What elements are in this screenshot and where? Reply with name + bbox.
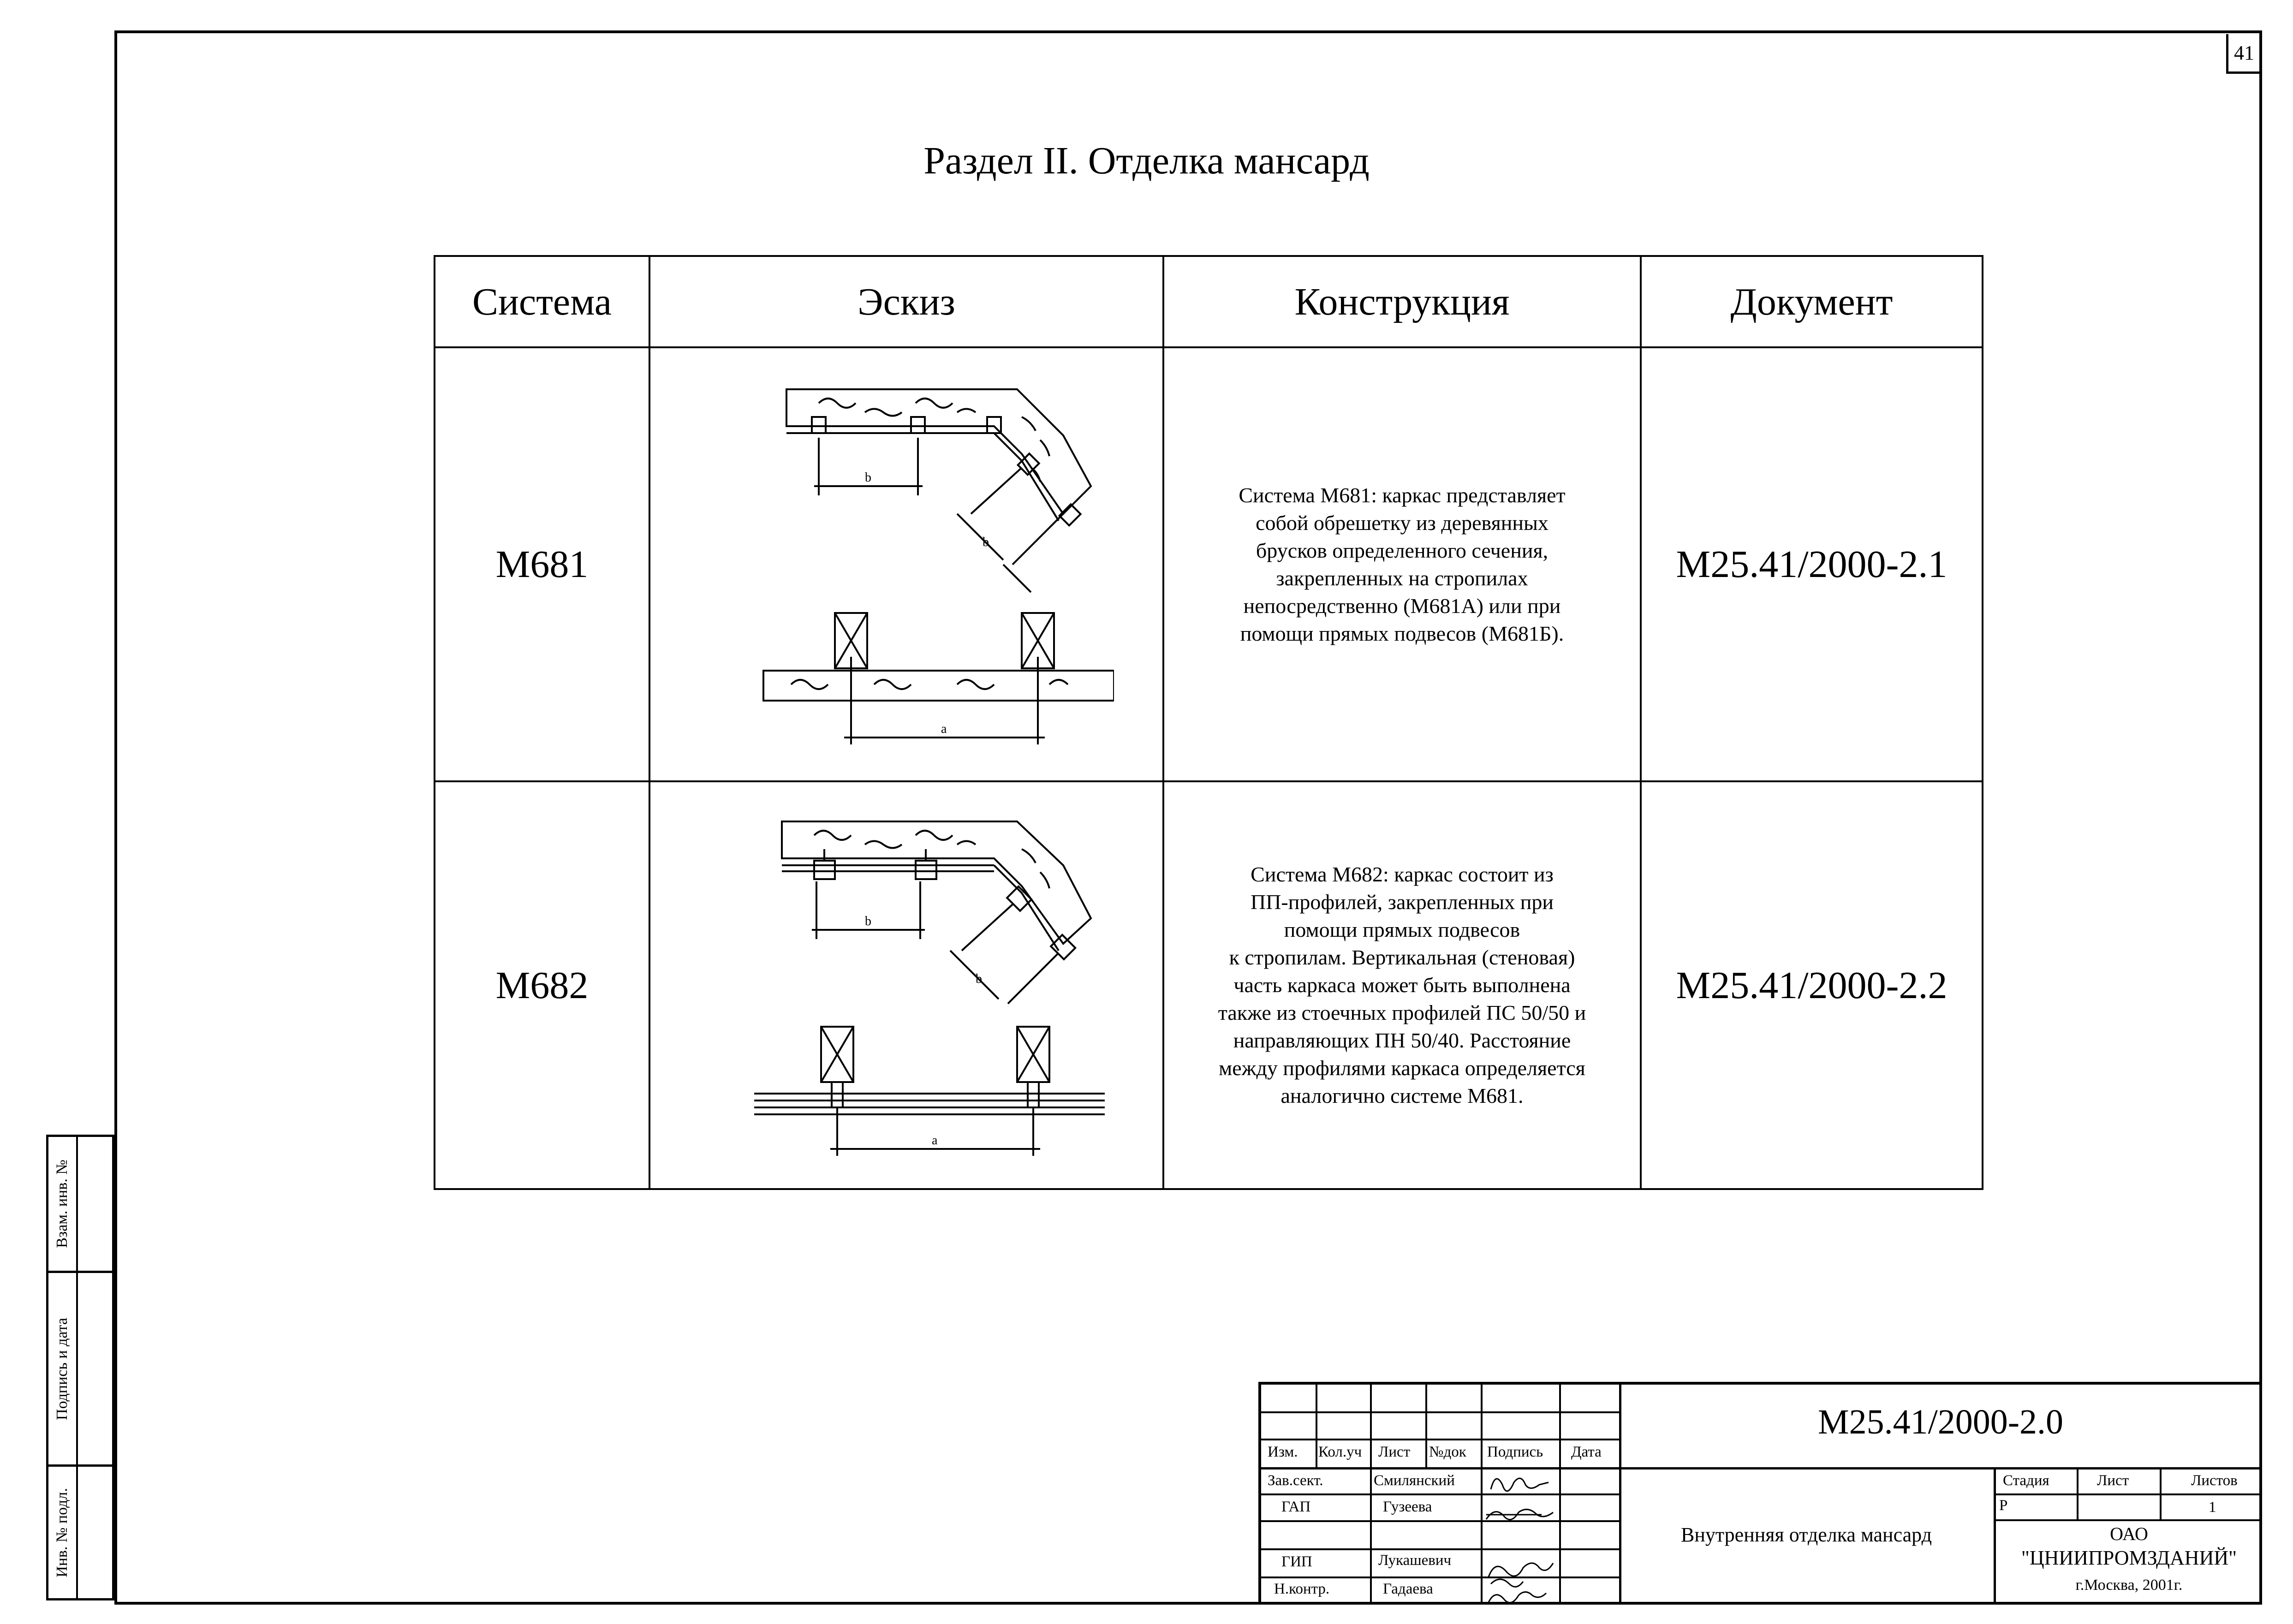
description-line: направляющих ПН 50/40. Расстояние bbox=[1233, 1029, 1571, 1052]
sketch-m682 bbox=[649, 781, 1163, 1189]
description-line: между профилями каркаса определяется bbox=[1219, 1056, 1585, 1080]
tb-line bbox=[1261, 1411, 1619, 1413]
document-name: Внутренняя отделка мансард bbox=[1681, 1523, 1932, 1546]
side-stamp-label: Взам. инв. № bbox=[54, 1160, 71, 1248]
tb-role: Зав.сект. bbox=[1268, 1472, 1323, 1489]
description-line: закрепленных на стропилах bbox=[1276, 566, 1528, 590]
sketch-m681 bbox=[649, 347, 1163, 781]
document-code: М25.41/2000-2.1 bbox=[1641, 347, 1983, 781]
dim-label-b-slope: b bbox=[983, 535, 989, 549]
org-line: ОАО bbox=[2110, 1523, 2148, 1544]
tb-line bbox=[1994, 1519, 2262, 1521]
table-row bbox=[435, 781, 1983, 1189]
sketch-m681-drawing bbox=[699, 362, 1114, 767]
system-code: М681 bbox=[435, 347, 649, 781]
dim-label-b: b bbox=[865, 914, 871, 928]
sheets-value: 1 bbox=[2209, 1499, 2216, 1516]
description-line: непосредственно (М681А) или при bbox=[1243, 594, 1561, 618]
systems-table bbox=[434, 255, 1983, 1190]
sheet-header: Лист bbox=[2097, 1472, 2129, 1489]
tb-line bbox=[1261, 1467, 2262, 1469]
side-stamp-label-wrap bbox=[48, 1273, 76, 1464]
description-line: Система М681: каркас представляет bbox=[1239, 483, 1566, 507]
header-system: Система bbox=[435, 256, 649, 347]
description-line: часть каркаса может быть выполнена bbox=[1233, 973, 1571, 997]
table-row bbox=[435, 347, 1983, 781]
description-line: к стропилам. Вертикальная (стеновая) bbox=[1229, 946, 1575, 969]
description-line: помощи прямых подвесов bbox=[1284, 918, 1520, 941]
stage-value: Р bbox=[1999, 1497, 2008, 1514]
tb-person: Гадаева bbox=[1383, 1581, 1433, 1597]
tb-line bbox=[1994, 1493, 2262, 1495]
side-stamp-cell bbox=[46, 1271, 114, 1467]
tb-line bbox=[1261, 1548, 1619, 1550]
org-name: "ЦНИИПРОМЗДАНИЙ" bbox=[2021, 1547, 2237, 1569]
section-title: Раздел II. Отделка мансард bbox=[923, 139, 1370, 182]
tb-col-header: Лист bbox=[1378, 1444, 1411, 1460]
org-city-year: г.Москва, 2001г. bbox=[2075, 1576, 2183, 1594]
side-stamp-label: Подпись и дата bbox=[54, 1317, 71, 1420]
side-stamp-label-wrap bbox=[48, 1467, 76, 1598]
tb-line bbox=[2160, 1467, 2162, 1521]
tb-person: Гузеева bbox=[1383, 1499, 1432, 1515]
description-line: Система М682: каркас состоит из bbox=[1251, 863, 1554, 886]
side-stamp-divider bbox=[76, 1137, 78, 1271]
tb-line bbox=[1261, 1439, 1619, 1440]
dim-label-a: a bbox=[941, 721, 947, 736]
tb-line bbox=[1261, 1493, 1619, 1495]
system-code: М682 bbox=[435, 781, 649, 1189]
tb-line bbox=[1316, 1385, 1317, 1467]
sheets-header: Листов bbox=[2191, 1472, 2238, 1489]
description-line: помощи прямых подвесов (М681Б). bbox=[1240, 621, 1564, 645]
side-stamp-cell bbox=[46, 1135, 114, 1273]
description-line: также из стоечных профилей ПС 50/50 и bbox=[1218, 1001, 1586, 1024]
tb-col-header: Дата bbox=[1571, 1444, 1602, 1460]
side-stamp-label: Инв. № подл. bbox=[54, 1487, 71, 1577]
side-stamp-divider bbox=[76, 1467, 78, 1598]
construction-description bbox=[1163, 781, 1641, 1189]
tb-col-header: №док bbox=[1429, 1444, 1466, 1460]
sketch-m682-drawing bbox=[699, 796, 1114, 1174]
header-document: Документ bbox=[1641, 256, 1983, 347]
tb-line bbox=[1261, 1576, 1619, 1578]
tb-col-header: Кол.уч bbox=[1318, 1444, 1362, 1460]
document-designation: М25.41/2000-2.0 bbox=[1818, 1403, 2063, 1441]
description-line: собой обрешетку из деревянных bbox=[1256, 511, 1549, 535]
tb-person: Смилянский bbox=[1374, 1472, 1455, 1489]
side-stamp-divider bbox=[76, 1273, 78, 1464]
stage-header: Стадия bbox=[2003, 1472, 2049, 1489]
construction-description bbox=[1163, 347, 1641, 781]
description-line: ПП-профилей, закрепленных при bbox=[1250, 890, 1554, 914]
side-stamp-label-wrap bbox=[48, 1137, 76, 1271]
sheet-number: 41 bbox=[2226, 34, 2262, 74]
document-code: М25.41/2000-2.2 bbox=[1641, 781, 1983, 1189]
tb-person: Лукашевич bbox=[1378, 1552, 1452, 1569]
tb-col-header: Изм. bbox=[1268, 1444, 1298, 1460]
side-stamp bbox=[46, 1135, 114, 1600]
side-stamp-cell bbox=[46, 1464, 114, 1600]
tb-line bbox=[2077, 1467, 2079, 1521]
tb-line bbox=[1370, 1467, 1372, 1605]
signatures bbox=[1482, 1469, 1560, 1605]
tb-line bbox=[1370, 1385, 1372, 1467]
tb-line bbox=[1425, 1385, 1427, 1467]
description-line: аналогично системе М681. bbox=[1281, 1084, 1524, 1107]
header-sketch: Эскиз bbox=[649, 256, 1163, 347]
tb-col-header: Подпись bbox=[1487, 1444, 1543, 1460]
dim-label-a: a bbox=[932, 1133, 938, 1148]
dim-label-b: b bbox=[865, 470, 871, 485]
table-header-row bbox=[435, 256, 1983, 347]
tb-role: ГИП bbox=[1281, 1553, 1312, 1570]
tb-role: Н.контр. bbox=[1274, 1581, 1330, 1597]
tb-line bbox=[1261, 1520, 1619, 1522]
description-line: брусков определенного сечения, bbox=[1256, 538, 1549, 562]
tb-role: ГАП bbox=[1281, 1499, 1311, 1515]
header-construction: Конструкция bbox=[1163, 256, 1641, 347]
dim-label-b-slope: b bbox=[976, 972, 982, 986]
title-block bbox=[1258, 1382, 2262, 1605]
